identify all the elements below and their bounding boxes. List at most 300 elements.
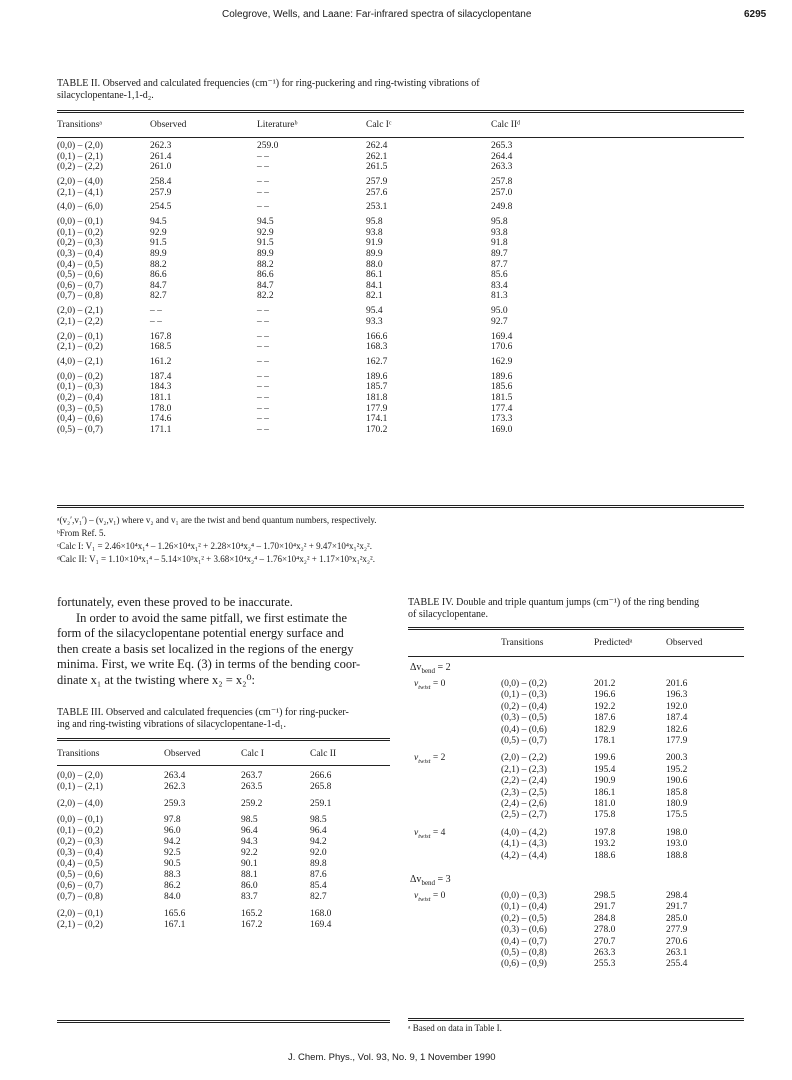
table2-cell: 185.7: [366, 382, 388, 393]
table3-header-row: [57, 749, 390, 761]
table2-cell: 259.0: [257, 141, 279, 151]
table3-cell: 98.5: [310, 815, 327, 825]
table2-cell: 178.0: [150, 403, 172, 414]
table2-cell: – –: [257, 424, 269, 435]
table2-cell: 254.5: [150, 202, 172, 213]
table4-cell: 298.5: [594, 891, 616, 901]
table4-cell: 192.2: [594, 701, 616, 712]
table4-cell: 291.7: [666, 902, 688, 913]
table3-row: [57, 837, 390, 848]
table2-row: [57, 372, 744, 383]
table3-cell: 169.4: [310, 919, 332, 930]
table4-row: [408, 937, 744, 948]
table4-cell: 180.9: [666, 799, 688, 809]
table2-col-calc2: Calc IIᵈ: [491, 120, 521, 130]
table2-cell: 170.2: [366, 424, 388, 435]
table2-cell: 86.6: [150, 270, 167, 281]
table2-cell: 187.4: [150, 371, 172, 382]
table2-row: [57, 249, 744, 260]
table3-cell: 82.7: [310, 892, 327, 902]
table2-cell: 257.8: [491, 177, 513, 187]
table2-cell: 93.3: [366, 316, 383, 327]
table2-cell: 253.1: [366, 202, 388, 213]
table2-note-c: ᶜCalc I: V₁ = 2.46×10⁴x₁⁴ – 1.26×10⁴x₁² + 2.28×10⁴x₂⁴ – 1.70×10⁴x₂² + 9.47×10⁴x₁²x₂².: [57, 541, 372, 551]
table2-row: [57, 317, 744, 328]
table4-row: [408, 702, 744, 713]
table3-cell: 89.8: [310, 859, 327, 869]
table2-cell: (0,4) – (0,6): [57, 414, 103, 425]
table2-cell: 174.1: [366, 414, 388, 425]
table2-cell: 262.3: [150, 141, 172, 151]
table2-row: [57, 238, 744, 249]
table2-col-observed: Observed: [150, 120, 187, 130]
table2-cell: 261.5: [366, 162, 388, 173]
table2-cell: 89.9: [150, 249, 167, 259]
table3-caption-line1: TABLE III. Observed and calculated frequencies (cm⁻¹) for ring-pucker-: [57, 707, 349, 718]
table2-note-b: ᵇFrom Ref. 5.: [57, 528, 106, 538]
table2-cell: 162.7: [366, 357, 388, 367]
table4-top-rule: [408, 627, 744, 630]
table2-cell: – –: [150, 316, 162, 327]
table2-cell: 82.2: [257, 291, 274, 302]
table4-cell: 182.6: [666, 724, 688, 735]
body-line: form of the silacyclopentane potential energy surface and: [57, 626, 344, 640]
table3-cell: 96.4: [241, 826, 258, 836]
table2-cell: 91.5: [150, 238, 167, 249]
table2-cell: 84.7: [257, 280, 274, 291]
table4-cell: 263.3: [594, 948, 616, 958]
table4-cell: 284.8: [594, 913, 616, 924]
table2-row: [57, 306, 744, 317]
table4-row: [408, 690, 744, 701]
table3-header-rule: [57, 765, 390, 766]
body-paragraph: [57, 595, 392, 688]
table4-col-transitions: Transitions: [501, 638, 544, 648]
table2-top-rule: [57, 110, 744, 113]
table2-cell: 257.0: [491, 187, 513, 198]
table4-cell: 263.1: [666, 948, 688, 958]
table2-cell: (0,3) – (0,5): [57, 403, 103, 414]
table3-row: [57, 848, 390, 859]
table3-top-rule: [57, 738, 390, 741]
table4-cell: (0,2) – (0,4): [501, 701, 547, 712]
table2-row: [57, 162, 744, 173]
table2-cell: 92.9: [257, 227, 274, 238]
table2-cell: 95.8: [491, 217, 508, 228]
table4-row: [408, 828, 744, 839]
table3-cell: (0,0) – (0,1): [57, 815, 103, 825]
table3-col-calc1: Calc I: [241, 749, 264, 759]
table4-row: [408, 810, 744, 821]
table3-col-transitions: Transitions: [57, 749, 100, 759]
table3-cell: 85.4: [310, 881, 327, 891]
table2-cell: 88.0: [366, 259, 383, 270]
table2-cell: (2,0) – (2,1): [57, 306, 103, 317]
table2-cell: (0,7) – (0,8): [57, 291, 103, 302]
table4-row: [408, 914, 744, 925]
table3-row: [57, 859, 390, 870]
table4-row: [408, 851, 744, 862]
table2-cell: 184.3: [150, 382, 172, 393]
table3-cell: (0,2) – (0,3): [57, 837, 103, 847]
table4-cell: 201.6: [666, 679, 688, 689]
table2-cell: (0,2) – (0,4): [57, 393, 103, 403]
table3-cell: (0,0) – (2,0): [57, 771, 103, 781]
table4-cell: 196.6: [594, 690, 616, 701]
table4-row: [408, 948, 744, 959]
table2-cell: (4,0) – (2,1): [57, 357, 103, 367]
table2-cell: 168.5: [150, 342, 172, 353]
table2-cell: 93.8: [366, 227, 383, 238]
table2-cell: 185.6: [491, 382, 513, 393]
table3-cell: (0,5) – (0,6): [57, 870, 103, 880]
table2-cell: – –: [257, 414, 269, 425]
table3-cell: 259.2: [241, 798, 263, 809]
table2-cell: 91.8: [491, 238, 508, 249]
table2-cell: 263.3: [491, 162, 513, 173]
table2-cell: 89.9: [257, 249, 274, 259]
table2-cell: 257.6: [366, 187, 388, 198]
table3-cell: 97.8: [164, 815, 181, 825]
table3-col-observed: Observed: [164, 749, 201, 759]
table4-cell: (2,1) – (2,3): [501, 764, 547, 775]
table2-note-a: ᵃ(v₂′,v₁′) – (v₂,v₁) where v₂ and v₁ are the twist and bend quantum numbers, respectively.: [57, 515, 377, 525]
table3-cell: 96.0: [164, 826, 181, 836]
table4-cell: 278.0: [594, 925, 616, 936]
table4-cell: (4,2) – (4,4): [501, 850, 547, 861]
table4-cell: 285.0: [666, 913, 688, 924]
table3-cell: (2,0) – (4,0): [57, 798, 103, 809]
table2-cell: 87.7: [491, 259, 508, 270]
table3-cell: 83.7: [241, 892, 258, 902]
table2-row: [57, 404, 744, 415]
table3-row: [57, 782, 390, 793]
table4-row: [408, 799, 744, 810]
table4-cell: (0,4) – (0,6): [501, 724, 547, 735]
table2-header-rule: [57, 137, 744, 138]
table4-caption-line2: of silacyclopentane.: [408, 609, 488, 620]
table3-cell: 263.7: [241, 771, 263, 781]
table3-cell: 92.2: [241, 848, 258, 858]
table4-note: ᵃ Based on data in Table I.: [408, 1023, 502, 1033]
table2-cell: 169.0: [491, 424, 513, 435]
table4-block-label: $v_{twist} = 0$: [414, 891, 446, 903]
table2-cell: 86.1: [366, 270, 383, 281]
table2-cell: – –: [257, 202, 269, 213]
table4-cell: (2,5) – (2,7): [501, 810, 547, 821]
table2-cell: (0,0) – (0,2): [57, 371, 103, 382]
table2-row: [57, 152, 744, 163]
table4-cell: (0,5) – (0,8): [501, 948, 547, 958]
table2-cell: 173.3: [491, 414, 513, 425]
table4-cell: 255.4: [666, 959, 688, 970]
table4-cell: (0,4) – (0,7): [501, 936, 547, 947]
table3-cell: 94.2: [164, 837, 181, 847]
table2-cell: (2,1) – (2,2): [57, 316, 103, 327]
table3-caption: [57, 707, 397, 731]
table2-cell: 262.4: [366, 141, 388, 151]
table2-cell: 84.7: [150, 280, 167, 291]
table4-cell: (4,1) – (4,3): [501, 839, 547, 850]
table4-cell: 175.8: [594, 810, 616, 821]
table3-cell: 262.3: [164, 782, 186, 792]
table3-cell: 165.6: [164, 908, 186, 919]
table4-col-predicted: Predictedᵃ: [594, 638, 633, 648]
table3-cell: (0,3) – (0,4): [57, 848, 103, 858]
table3-cell: 167.2: [241, 919, 263, 930]
table2-row: [57, 393, 744, 404]
table4-cell: 181.0: [594, 799, 616, 809]
table2-cell: (0,5) – (0,6): [57, 270, 103, 281]
table2-cell: 81.3: [491, 291, 508, 302]
body-line: fortunately, even these proved to be inaccurate.: [57, 595, 293, 609]
table3-cell: 259.1: [310, 798, 332, 809]
body-line: In order to avoid the same pitfall, we first estimate the: [76, 610, 348, 625]
table2-col-literature: Literatureᵇ: [257, 120, 298, 130]
table2-cell: 181.1: [150, 393, 172, 403]
table2-cell: (0,6) – (0,7): [57, 280, 103, 291]
table2-row: [57, 281, 744, 292]
table4-cell: 175.5: [666, 810, 688, 821]
table3-cell: (2,0) – (0,1): [57, 908, 103, 919]
table2-cell: 161.2: [150, 357, 172, 367]
table4-cell: 270.7: [594, 936, 616, 947]
table2-cell: 91.9: [366, 238, 383, 249]
table4-row: [408, 925, 744, 936]
table2-cell: 177.9: [366, 403, 388, 414]
table2-cell: 95.0: [491, 306, 508, 317]
table3-caption-line2: ing and ring-twisting vibrations of silacyclopentane-1-d₁.: [57, 719, 286, 730]
table3-row: [57, 920, 390, 931]
table2-row: [57, 291, 744, 302]
table2-cell: 82.7: [150, 291, 167, 302]
table3-cell: (0,1) – (0,2): [57, 826, 103, 836]
table4-block-label: $v_{twist} = 2$: [414, 753, 446, 766]
table4-cell: 188.6: [594, 850, 616, 861]
table3-cell: 86.0: [241, 881, 258, 891]
table3-row: [57, 909, 390, 920]
table4-cell: 277.9: [666, 925, 688, 936]
table2-row: [57, 202, 744, 213]
table4-cell: 185.8: [666, 787, 688, 798]
table3-row: [57, 826, 390, 837]
table2-row: [57, 382, 744, 393]
table2-cell: 89.7: [491, 249, 508, 259]
table2-col-calc1: Calc Iᶜ: [366, 120, 392, 130]
table3-cell: 94.3: [241, 837, 258, 847]
table2-row: [57, 228, 744, 239]
table4-cell: 187.6: [594, 713, 616, 724]
table2-cell: 174.6: [150, 414, 172, 425]
table2-cell: (2,1) – (4,1): [57, 187, 103, 198]
table2-cell: 92.9: [150, 227, 167, 238]
table4-caption-line1: TABLE IV. Double and triple quantum jumps (cm⁻¹) of the ring bending: [408, 597, 700, 608]
table2-cell: (0,5) – (0,7): [57, 424, 103, 435]
table2-cell: – –: [257, 382, 269, 393]
table4-section-label: $\Delta v_{bend} = 2$: [410, 662, 451, 675]
table4-cell: 198.0: [666, 827, 688, 838]
table4-cell: (2,0) – (2,2): [501, 753, 547, 764]
table2-cell: 88.2: [150, 259, 167, 270]
table4-cell: 197.8: [594, 827, 616, 838]
table4-col-observed: Observed: [666, 638, 703, 648]
table2-cell: – –: [257, 403, 269, 414]
table4-bottom-rule: [408, 1018, 744, 1021]
table2-row: [57, 270, 744, 281]
table4-block-label: $v_{twist} = 0$: [414, 679, 446, 691]
table2-cell: 181.8: [366, 393, 388, 403]
table2-cell: 168.3: [366, 342, 388, 353]
table2-col-transitions: Transitionsᵃ: [57, 120, 103, 130]
table2-cell: 167.8: [150, 331, 172, 342]
table2-caption: [57, 78, 747, 102]
table2-cell: 257.9: [366, 177, 388, 187]
table4-cell: (0,2) – (0,5): [501, 913, 547, 924]
table3-bottom-rule: [57, 1020, 390, 1023]
page-number: 6295: [744, 9, 767, 20]
table3-cell: 259.3: [164, 798, 186, 809]
table4-cell: 192.0: [666, 701, 688, 712]
table2-notes: [57, 514, 747, 566]
table4-cell: 193.0: [666, 839, 688, 850]
table4-cell: 190.9: [594, 776, 616, 787]
table3-cell: (2,1) – (0,2): [57, 919, 103, 930]
table2-cell: 83.4: [491, 280, 508, 291]
table2-cell: 95.4: [366, 306, 383, 317]
table4-cell: 190.6: [666, 776, 688, 787]
table2-row: [57, 260, 744, 271]
table4-cell: 196.3: [666, 690, 688, 701]
table2-cell: 162.9: [491, 357, 513, 367]
table2-cell: (0,4) – (0,5): [57, 259, 103, 270]
table2-cell: 249.8: [491, 202, 513, 213]
table4-row: [408, 902, 744, 913]
table3-cell: 96.4: [310, 826, 327, 836]
table2-cell: 88.2: [257, 259, 274, 270]
table2-cell: 94.5: [150, 217, 167, 228]
table4-section-label: $\Delta v_{bend} = 3$: [410, 874, 451, 887]
table2-row: [57, 357, 744, 368]
table4-row: [408, 776, 744, 787]
table2-cell: 170.6: [491, 342, 513, 353]
table4-header-rule: [408, 656, 744, 657]
table2-cell: 82.1: [366, 291, 383, 302]
table2-cell: 171.1: [150, 424, 172, 435]
table2-cell: 261.4: [150, 151, 172, 162]
table4-cell: 193.2: [594, 839, 616, 850]
running-header: Colegrove, Wells, and Laane: Far-infrared spectra of silacyclopentane: [222, 9, 532, 20]
table2-bottom-rule: [57, 505, 744, 508]
table4-row: [408, 959, 744, 970]
table3-cell: 87.6: [310, 870, 327, 880]
table2-cell: 264.4: [491, 151, 513, 162]
table3-row: [57, 771, 390, 782]
table2-cell: 95.8: [366, 217, 383, 228]
table2-row: [57, 177, 744, 188]
table3-cell: 88.1: [241, 870, 258, 880]
table2-caption-line2: silacyclopentane-1,1-d₂.: [57, 90, 154, 101]
table4-row: [408, 725, 744, 736]
body-line: then create a basis set localized in the regions of the energy: [57, 641, 354, 656]
table2-cell: 265.3: [491, 141, 513, 151]
table4-header-row: [408, 638, 744, 650]
table2-cell: 257.9: [150, 187, 172, 198]
table4-cell: 187.4: [666, 713, 688, 724]
table2-cell: (0,3) – (0,4): [57, 249, 103, 259]
table4-block-label: $v_{twist} = 4$: [414, 827, 446, 840]
table2-cell: (4,0) – (6,0): [57, 202, 103, 213]
table4-cell: (4,0) – (4,2): [501, 827, 547, 838]
table3-cell: 90.5: [164, 859, 181, 869]
table2-row: [57, 217, 744, 228]
table3-cell: 266.6: [310, 771, 332, 781]
table2-cell: 93.8: [491, 227, 508, 238]
table4-cell: (0,3) – (0,5): [501, 713, 547, 724]
table2-cell: – –: [257, 371, 269, 382]
table4-cell: 291.7: [594, 902, 616, 913]
table3-cell: 263.5: [241, 782, 263, 792]
table2-cell: 92.7: [491, 316, 508, 327]
table4-cell: 255.3: [594, 959, 616, 970]
table4-row: [408, 736, 744, 747]
table2-cell: (2,1) – (0,2): [57, 342, 103, 353]
table4-cell: (0,1) – (0,4): [501, 902, 547, 913]
table2-cell: – –: [257, 151, 269, 162]
table4-row: [408, 753, 744, 764]
table2-cell: (0,2) – (2,2): [57, 162, 103, 173]
table3-cell: 88.3: [164, 870, 181, 880]
table3-row: [57, 815, 390, 826]
table2-cell: (0,0) – (2,0): [57, 141, 103, 151]
table3-cell: 86.2: [164, 881, 181, 891]
table4-cell: (2,2) – (2,4): [501, 776, 547, 787]
table4-cell: 177.9: [666, 736, 688, 746]
table4-cell: 188.8: [666, 850, 688, 861]
table3-row: [57, 892, 390, 903]
table4-cell: 201.2: [594, 679, 616, 689]
table3-col-calc2: Calc II: [310, 749, 337, 759]
table3-cell: 168.0: [310, 908, 332, 919]
table3-cell: 94.2: [310, 837, 327, 847]
table2-header-row: [57, 120, 744, 132]
table2-cell: – –: [257, 162, 269, 173]
table2-row: [57, 425, 744, 436]
table2-cell: 189.6: [366, 371, 388, 382]
table2-row: [57, 332, 744, 343]
table2-cell: 181.5: [491, 393, 513, 403]
table3-cell: 84.0: [164, 892, 181, 902]
table2-cell: 84.1: [366, 280, 383, 291]
table4-cell: (0,0) – (0,3): [501, 891, 547, 901]
table2-cell: – –: [257, 316, 269, 327]
table3-cell: 98.5: [241, 815, 258, 825]
table2-cell: – –: [257, 177, 269, 187]
table2-cell: 89.9: [366, 249, 383, 259]
table2-cell: – –: [257, 331, 269, 342]
table2-cell: 85.6: [491, 270, 508, 281]
table2-cell: – –: [257, 306, 269, 317]
table2-cell: (0,1) – (0,3): [57, 382, 103, 393]
table4-cell: (0,6) – (0,9): [501, 959, 547, 970]
table2-row: [57, 188, 744, 199]
table3-cell: (0,4) – (0,5): [57, 859, 103, 869]
table4-row: [408, 679, 744, 690]
table2-cell: (0,1) – (2,1): [57, 151, 103, 162]
table2-cell: 94.5: [257, 217, 274, 228]
table3-cell: 263.4: [164, 771, 186, 781]
table2-cell: 262.1: [366, 151, 388, 162]
table4-cell: (0,5) – (0,7): [501, 736, 547, 746]
